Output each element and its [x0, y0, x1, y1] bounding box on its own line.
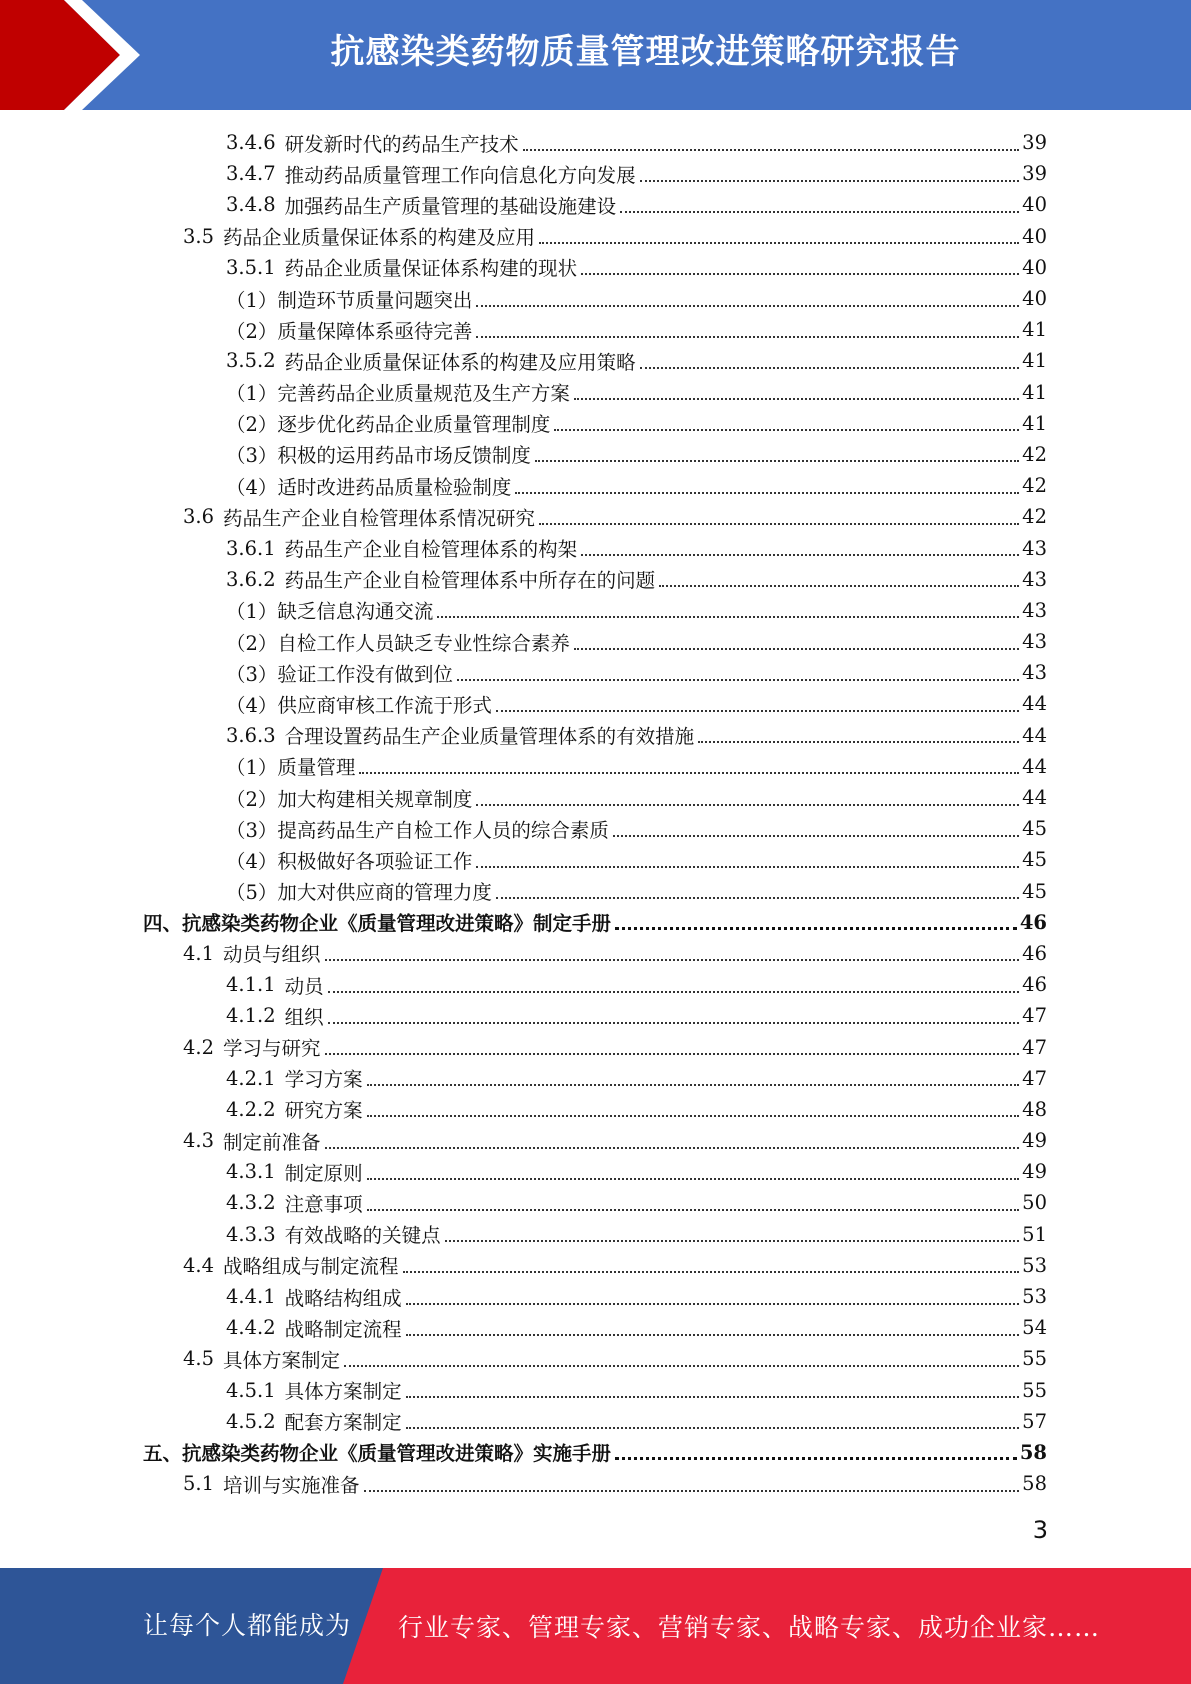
toc-entry[interactable] [0, 1031, 1191, 1062]
toc-entry-title: 制定前准备 [223, 1130, 321, 1154]
page-footer [0, 1568, 1191, 1684]
toc-entry-page: 44 [1022, 692, 1047, 716]
toc-entry-title: 制造环节质量问题突出 [277, 288, 473, 312]
toc-entry-page: 43 [1022, 598, 1047, 622]
toc-entry-page: 55 [1022, 1347, 1047, 1371]
toc-entry[interactable] [0, 782, 1191, 813]
toc-entry[interactable] [0, 1468, 1191, 1499]
toc-entry[interactable] [0, 252, 1191, 283]
toc-entry-number: （5） [226, 881, 278, 905]
toc-entry-title: 战略结构组成 [284, 1286, 402, 1310]
toc-entry[interactable] [0, 969, 1191, 1000]
toc-dot-leader [640, 367, 1020, 369]
toc-entry-page: 44 [1022, 754, 1047, 778]
toc-entry[interactable] [0, 283, 1191, 314]
toc-entry[interactable] [0, 1094, 1191, 1125]
toc-entry-number: 4.3.2 [226, 1191, 276, 1215]
report-title: 抗感染类药物质量管理改进策略研究报告 [330, 32, 961, 72]
toc-entry-title: 组织 [284, 1005, 324, 1029]
toc-dot-leader [515, 492, 1019, 494]
toc-entry-number: （3） [226, 444, 278, 468]
toc-entry-number: 4.2.1 [226, 1066, 276, 1090]
toc-entry-page: 57 [1022, 1409, 1047, 1433]
toc-dot-leader [403, 1271, 1020, 1273]
toc-entry-page: 39 [1022, 131, 1047, 155]
toc-entry-title: 注意事项 [284, 1192, 363, 1216]
toc-entry-page: 41 [1022, 411, 1047, 435]
toc-entry-title: 提高药品生产自检工作人员的综合素质 [277, 818, 609, 842]
toc-entry-title: 验证工作没有做到位 [277, 662, 453, 686]
toc-entry-title: 配套方案制定 [284, 1411, 402, 1435]
toc-entry[interactable] [0, 595, 1191, 626]
toc-entry-title: 具体方案制定 [223, 1348, 341, 1372]
toc-entry[interactable] [0, 1343, 1191, 1374]
toc-entry-number: （3） [226, 818, 278, 842]
toc-entry-number: （4） [226, 693, 278, 717]
page-number: 3 [1032, 1516, 1048, 1544]
toc-entry-number: 4.2.2 [226, 1097, 276, 1121]
toc-entry[interactable] [0, 876, 1191, 907]
toc-dot-leader [581, 554, 1019, 556]
toc-entry-title: 动员与组织 [223, 943, 321, 967]
toc-entry-title: 加大对供应商的管理力度 [277, 881, 492, 905]
toc-entry-title: 战略制定流程 [284, 1317, 402, 1341]
toc-entry-page: 41 [1022, 318, 1047, 342]
toc-entry-number: 3.5.1 [226, 255, 276, 279]
toc-entry-page: 40 [1022, 193, 1047, 217]
toc-entry-number: （2） [226, 413, 278, 437]
toc-entry-page: 42 [1022, 474, 1047, 498]
toc-entry-number: （1） [226, 288, 278, 312]
toc-entry-page: 44 [1022, 786, 1047, 810]
toc-entry-number: 4.4.2 [226, 1316, 276, 1340]
toc-entry-title: 加强药品生产质量管理的基础设施建设 [284, 194, 617, 218]
toc-entry[interactable] [0, 1437, 1191, 1468]
toc-entry[interactable] [0, 470, 1191, 501]
toc-entry-number: 3.4.7 [226, 162, 276, 186]
toc-entry-title: 供应商审核工作流于形式 [277, 693, 492, 717]
toc-entry-page: 53 [1022, 1285, 1047, 1309]
toc-entry[interactable] [0, 377, 1191, 408]
toc-entry-number: 3.5.2 [226, 349, 276, 373]
toc-entry[interactable] [0, 720, 1191, 751]
footer-slogan-left: 让每个人都能成为 [143, 1611, 352, 1640]
toc-entry-title: 自检工作人员缺乏专业性综合素养 [277, 631, 570, 655]
toc-entry[interactable] [0, 1063, 1191, 1094]
table-of-contents [0, 127, 1191, 1499]
toc-entry-number: （2） [226, 787, 278, 811]
toc-entry-page: 46 [1022, 941, 1047, 965]
toc-entry-number: （4） [226, 475, 278, 499]
toc-entry-number: 3.6.1 [226, 536, 276, 560]
toc-dot-leader [406, 1303, 1020, 1305]
toc-dot-leader [359, 772, 1019, 774]
toc-dot-leader [406, 1334, 1020, 1336]
toc-entry[interactable] [0, 688, 1191, 719]
toc-entry-title: 具体方案制定 [284, 1380, 402, 1404]
toc-dot-leader [539, 242, 1019, 244]
toc-entry-page: 42 [1022, 505, 1047, 529]
toc-entry-number: 4.5.1 [226, 1378, 276, 1402]
toc-entry-title: 研究方案 [284, 1099, 363, 1123]
toc-entry[interactable] [0, 564, 1191, 595]
toc-dot-leader [615, 927, 1017, 930]
toc-entry-title: 质量管理 [277, 756, 356, 780]
toc-entry-title: 学习与研究 [223, 1037, 321, 1061]
toc-dot-leader [554, 429, 1019, 431]
toc-entry-number: （1） [226, 756, 278, 780]
toc-entry-page: 45 [1022, 848, 1047, 872]
toc-entry-page: 40 [1022, 287, 1047, 311]
toc-entry-title: 培训与实施准备 [223, 1473, 360, 1497]
toc-entry-title: 积极的运用药品市场反馈制度 [277, 444, 531, 468]
toc-entry-number: （3） [226, 662, 278, 686]
toc-entry-number: 4.4 [183, 1253, 215, 1277]
toc-dot-leader [344, 1365, 1019, 1367]
toc-entry-number: （2） [226, 319, 278, 343]
toc-entry-page: 54 [1022, 1316, 1047, 1340]
toc-dot-leader [523, 149, 1020, 151]
toc-entry[interactable] [0, 221, 1191, 252]
toc-entry-number: 4.3 [183, 1129, 215, 1153]
toc-entry-number: 五、 [143, 1442, 183, 1466]
toc-entry-page: 44 [1022, 723, 1047, 747]
toc-dot-leader [364, 1490, 1020, 1492]
toc-entry-number: 4.1.2 [226, 1004, 276, 1028]
toc-dot-leader [325, 959, 1020, 961]
toc-entry-title: 动员 [284, 974, 324, 998]
toc-entry-title: 缺乏信息沟通交流 [277, 600, 434, 624]
toc-entry-page: 46 [1022, 973, 1047, 997]
toc-dot-leader [620, 211, 1019, 213]
toc-entry[interactable] [0, 907, 1191, 938]
toc-entry-number: 4.3.1 [226, 1160, 276, 1184]
toc-entry-number: 4.1.1 [226, 973, 276, 997]
toc-dot-leader [367, 1209, 1020, 1211]
toc-entry[interactable] [0, 1000, 1191, 1031]
toc-entry-title: 完善药品企业质量规范及生产方案 [277, 382, 570, 406]
toc-entry[interactable] [0, 1281, 1191, 1312]
toc-entry-page: 41 [1022, 380, 1047, 404]
toc-entry-page: 47 [1022, 1066, 1047, 1090]
toc-entry-page: 45 [1022, 817, 1047, 841]
toc-entry-page: 47 [1022, 1035, 1047, 1059]
toc-entry[interactable] [0, 1187, 1191, 1218]
toc-entry[interactable] [0, 314, 1191, 345]
toc-dot-leader [496, 710, 1019, 712]
toc-entry[interactable] [0, 158, 1191, 189]
toc-entry[interactable] [0, 439, 1191, 470]
toc-entry-title: 药品企业质量保证体系构建的现状 [284, 257, 578, 281]
toc-dot-leader [445, 1240, 1020, 1242]
toc-entry-title: 质量保障体系亟待完善 [277, 319, 473, 343]
toc-entry-number: 3.4.6 [226, 131, 276, 155]
page-header [0, 0, 1191, 110]
footer-slogan-right: 行业专家、管理专家、营销专家、战略专家、成功企业家…… [398, 1613, 1101, 1642]
toc-dot-leader [535, 460, 1019, 462]
toc-entry[interactable] [0, 657, 1191, 688]
toc-entry-page: 39 [1022, 162, 1047, 186]
toc-entry-page: 45 [1022, 879, 1047, 903]
toc-dot-leader [574, 398, 1019, 400]
toc-entry-page: 58 [1022, 1472, 1047, 1496]
toc-entry-title: 积极做好各项验证工作 [277, 849, 473, 873]
toc-entry[interactable] [0, 1250, 1191, 1281]
toc-dot-leader [406, 1427, 1020, 1429]
toc-entry-title: 研发新时代的药品生产技术 [284, 132, 519, 156]
toc-entry-number: （1） [226, 600, 278, 624]
toc-dot-leader [325, 1053, 1020, 1055]
toc-entry-number: 5.1 [183, 1472, 215, 1496]
toc-entry[interactable] [0, 1312, 1191, 1343]
toc-entry[interactable] [0, 532, 1191, 563]
toc-entry-title: 合理设置药品生产企业质量管理体系的有效措施 [284, 725, 695, 749]
toc-entry-number: 四、 [143, 912, 183, 936]
toc-entry-page: 55 [1022, 1378, 1047, 1402]
toc-entry-title: 战略组成与制定流程 [223, 1255, 399, 1279]
toc-entry-title: 抗感染类药物企业《质量管理改进策略》实施手册 [182, 1442, 612, 1466]
toc-entry-number: 4.1 [183, 941, 215, 965]
toc-entry-number: （4） [226, 849, 278, 873]
toc-dot-leader [367, 1115, 1020, 1117]
toc-entry-number: 4.2 [183, 1035, 215, 1059]
toc-entry[interactable] [0, 189, 1191, 220]
toc-entry[interactable] [0, 408, 1191, 439]
toc-dot-leader [659, 585, 1019, 587]
toc-entry[interactable] [0, 1406, 1191, 1437]
toc-entry[interactable] [0, 813, 1191, 844]
toc-entry-page: 53 [1022, 1253, 1047, 1277]
toc-entry-page: 47 [1022, 1004, 1047, 1028]
toc-dot-leader [325, 1147, 1020, 1149]
toc-dot-leader [476, 305, 1019, 307]
toc-entry-number: （1） [226, 382, 278, 406]
toc-entry-page: 49 [1022, 1129, 1047, 1153]
toc-dot-leader [698, 741, 1019, 743]
toc-entry-page: 40 [1022, 255, 1047, 279]
toc-entry-title: 药品生产企业自检管理体系的构架 [284, 538, 578, 562]
toc-dot-leader [406, 1396, 1020, 1398]
header-chevron-decoration [0, 0, 160, 110]
toc-dot-leader [328, 991, 1020, 993]
toc-entry-number: （2） [226, 631, 278, 655]
toc-entry-page: 42 [1022, 442, 1047, 466]
toc-entry-title: 制定原则 [284, 1161, 363, 1185]
toc-entry-title: 药品企业质量保证体系的构建及应用策略 [284, 350, 636, 374]
toc-dot-leader [476, 866, 1019, 868]
toc-dot-leader [476, 804, 1019, 806]
toc-entry-number: 3.6.3 [226, 723, 276, 747]
toc-entry-number: 4.4.1 [226, 1285, 276, 1309]
toc-entry[interactable] [0, 1156, 1191, 1187]
toc-entry[interactable] [0, 501, 1191, 532]
toc-dot-leader [367, 1178, 1020, 1180]
toc-entry-number: 3.5 [183, 224, 215, 248]
toc-dot-leader [574, 648, 1019, 650]
toc-entry-number: 4.5 [183, 1347, 215, 1371]
toc-entry[interactable] [0, 127, 1191, 158]
toc-entry-page: 43 [1022, 661, 1047, 685]
toc-entry-page: 50 [1022, 1191, 1047, 1215]
toc-entry-title: 药品生产企业自检管理体系情况研究 [223, 506, 536, 530]
toc-entry[interactable] [0, 938, 1191, 969]
toc-entry-number: 4.5.2 [226, 1409, 276, 1433]
toc-entry-page: 40 [1022, 224, 1047, 248]
toc-entry-title: 有效战略的关键点 [284, 1224, 441, 1248]
toc-entry-page: 51 [1022, 1222, 1047, 1246]
toc-dot-leader [613, 835, 1019, 837]
toc-entry-title: 药品企业质量保证体系的构建及应用 [223, 226, 536, 250]
toc-entry-number: 3.6.2 [226, 567, 276, 591]
toc-entry-page: 48 [1022, 1097, 1047, 1121]
toc-entry[interactable] [0, 844, 1191, 875]
toc-entry-page: 43 [1022, 536, 1047, 560]
toc-dot-leader [496, 897, 1019, 899]
toc-entry-page: 43 [1022, 567, 1047, 591]
toc-entry-page: 58 [1019, 1440, 1047, 1464]
toc-dot-leader [615, 1457, 1017, 1460]
toc-entry-title: 药品生产企业自检管理体系中所存在的问题 [284, 569, 656, 593]
toc-entry[interactable] [0, 626, 1191, 657]
toc-entry-page: 41 [1022, 349, 1047, 373]
toc-dot-leader [581, 273, 1019, 275]
toc-dot-leader [539, 523, 1019, 525]
toc-entry-page: 46 [1019, 910, 1047, 934]
toc-entry-title: 学习方案 [284, 1068, 363, 1092]
toc-entry-number: 3.6 [183, 505, 215, 529]
toc-entry-number: 3.4.8 [226, 193, 276, 217]
toc-entry-title: 抗感染类药物企业《质量管理改进策略》制定手册 [182, 912, 612, 936]
toc-entry-title: 推动药品质量管理工作向信息化方向发展 [284, 163, 636, 187]
toc-dot-leader [328, 1022, 1020, 1024]
toc-entry-number: 4.3.3 [226, 1222, 276, 1246]
toc-dot-leader [457, 679, 1019, 681]
toc-dot-leader [476, 336, 1019, 338]
toc-entry-title: 加大构建相关规章制度 [277, 787, 473, 811]
toc-entry[interactable] [0, 345, 1191, 376]
toc-entry-title: 适时改进药品质量检验制度 [277, 475, 512, 499]
toc-entry[interactable] [0, 1125, 1191, 1156]
toc-dot-leader [367, 1084, 1020, 1086]
toc-entry-title: 逐步优化药品企业质量管理制度 [277, 413, 551, 437]
toc-entry[interactable] [0, 1375, 1191, 1406]
toc-dot-leader [437, 616, 1019, 618]
toc-entry-page: 43 [1022, 630, 1047, 654]
toc-dot-leader [640, 180, 1020, 182]
toc-entry[interactable] [0, 751, 1191, 782]
toc-entry-page: 49 [1022, 1160, 1047, 1184]
toc-entry[interactable] [0, 1219, 1191, 1250]
